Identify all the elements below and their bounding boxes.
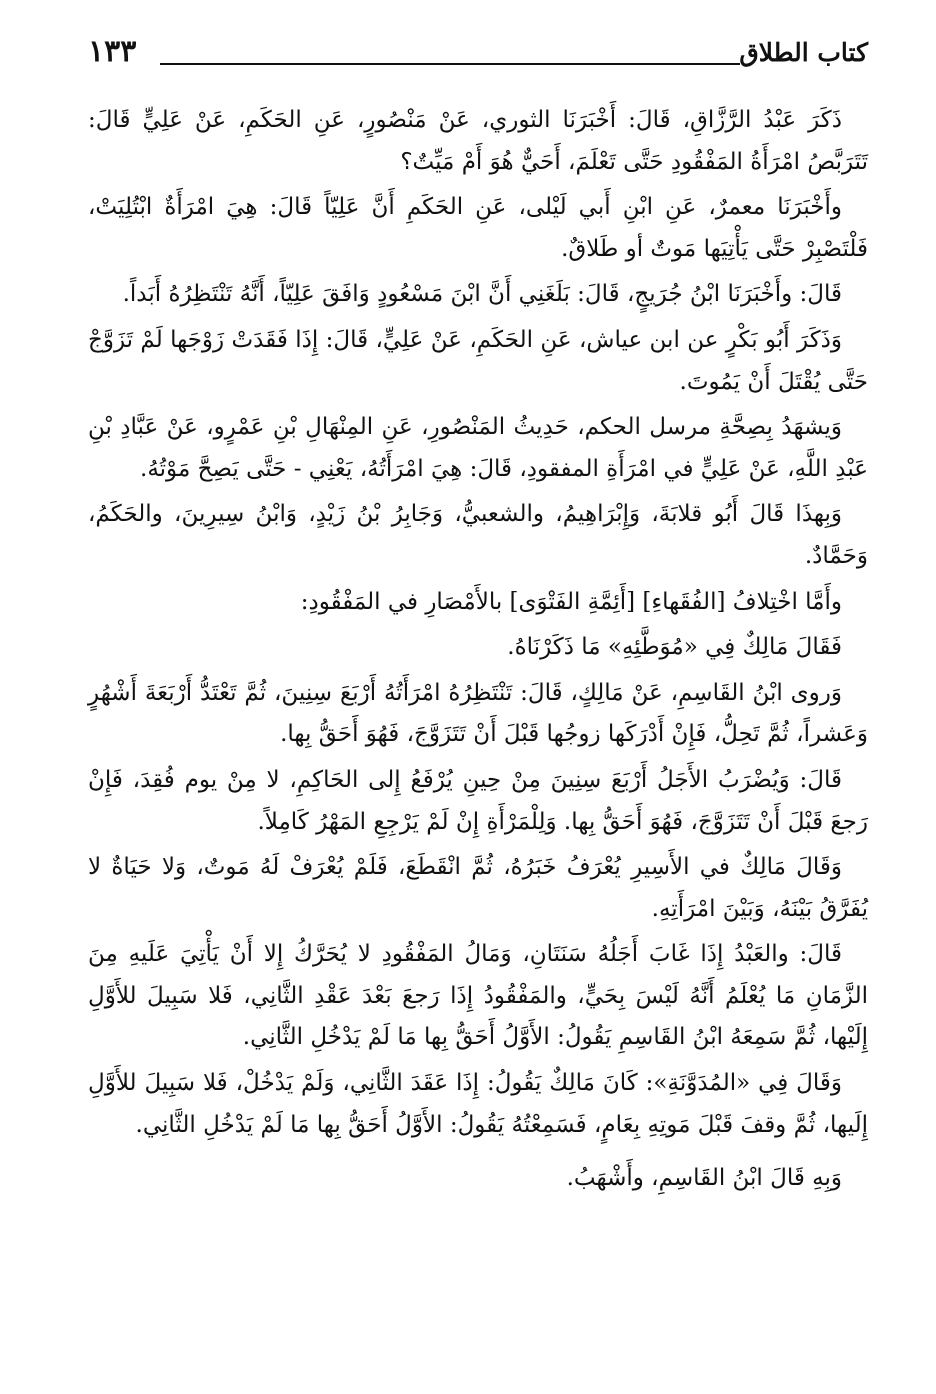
paragraph: فَقَالَ مَالِكٌ فِي «مُوَطَّئِهِ» مَا ذَكَرْنَاهُ. xyxy=(507,634,842,661)
page-body xyxy=(88,100,868,1204)
paragraph: وَيشهَدُ بِصِحَّةِ مرسل الحكم، حَدِيثُ المَنْصُورِ، عَنِ المِنْهَالِ بْنِ عَمْرٍو، عَنْ عَبَّادِ بْنِ عَبْدِ اللَّهِ، عَنْ عَلِيٍّ في امْرَأَةِ المفقودِ، قَالَ: هِيَ امْرَأَتُهُ، يَعْنِي - حَتَّى يَصِحَّ مَوْتُهُ. xyxy=(88,414,868,482)
paragraph: وَقَالَ مَالِكٌ في الأَسِيرِ يُعْرَفُ خَبَرُهُ، ثُمَّ انْقَطَعَ، فَلَمْ يُعْرَفْ لَهُ مَوتٌ، وَلا حَيَاةٌ لا يُفَرَّقُ بَيْنَهُ، وَبَيْنَ امْرَأَتِهِ. xyxy=(88,854,868,922)
header-rule xyxy=(160,63,740,65)
book-title: كتاب الطلاق xyxy=(739,38,868,67)
paragraph: قَالَ: وأَخْبَرَنَا ابْنُ جُرَيجٍ، قَالَ: بَلَغَنِي أَنَّ ابْنَ مَسْعُودٍ وَافَقَ عَلِيّاً، أَنَّهُ تَنْتَظِرُهُ أَبَداً. xyxy=(122,281,842,308)
page-header xyxy=(88,30,868,74)
paragraph: قَالَ: وَيُضْرَبُ الأَجَلُ أَرْبَعَ سِنِينَ مِنْ حِينِ يُرْفَعُ إِلى الحَاكِمِ، لا مِنْ يوم فُقِدَ، فَإِنْ رَجعَ قَبْلَ أَنْ تَتَزَوَّجَ، فَهُوَ أَحَقُّ بِها. وَلِلْمَرْأَةِ إِنْ لَمْ يَرْجِعِ المَهْرُ كَامِلاً. xyxy=(88,766,868,835)
paragraph: ذَكَرَ عَبْدُ الرَّزَّاقِ، قَالَ: أَخْبَرَنَا الثوري، عَنْ مَنْصُورٍ، عَنِ الحَكَمِ، عَنْ عَلِيٍّ قَالَ: تَتَرَبَّصُ امْرَأَةُ المَفْقُودِ حَتَّى تَعْلَمَ، أَحَيٌّ هُوَ أَمْ مَيِّتٌ؟ xyxy=(88,107,868,175)
paragraph: وأَمَّا اخْتِلافُ [الفُقَهاءِ] [أَئِمَّةِ الفَتْوَى] بالأَمْصَارِ في المَفْقُودِ: xyxy=(300,588,842,615)
paragraph: وَروى ابْنُ القَاسِمِ، عَنْ مَالِكٍ، قَالَ: تَنْتَظِرُهُ امْرَأَتُهُ أَرْبَعَ سِنِينَ، ثُمَّ تَعْتَدُّ أَرْبَعَةَ أَشْهُرٍ وَعَشراً، ثُمَّ تَحِلُّ، فَإِنْ أَدْرَكَها زوجُها قَبْلَ أَنْ تَتَزَوَّجَ، فَهُوَ أَحَقُّ بِها. xyxy=(88,679,868,748)
paragraph: قَالَ: والعَبْدُ إِذَا غَابَ أَجَلُهُ سَنَتَانِ، وَمَالُ المَفْقُودِ لا يُحَرَّكُ إِلا أَنْ يَأْتِيَ عَلَيهِ مِنَ الزَّمَانِ مَا يُعْلَمُ أَنَّهُ لَيْسَ بِحَيٍّ، والمَفْقُودُ إِذَا رَجعَ بَعْدَ عَقْدِ الثَّانِي، فَلا سَبِيلَ للأَوَّلِ إِلَيْها، ثُمَّ سَمِعَهُ ابْنُ القَاسِمِ يَقُولُ: الأَوَّلُ أَحَقُّ بِها مَا لَمْ يَدْخُلِ الثَّانِي. xyxy=(88,941,868,1051)
page-number: ١٣٣ xyxy=(88,34,137,69)
paragraph: وَقَالَ فِي «المُدَوَّنَةِ»: كَانَ مَالِكٌ يَقُولُ: إِذَا عَقَدَ الثَّانِي، وَلَمْ يَدْخُلْ، فَلا سَبِيلَ للأَوَّلِ إِلَيها، ثُمَّ وقفَ قَبْلَ مَوتِهِ بِعَامٍ، فَسَمِعْتُهُ يَقُولُ: الأَوَّلُ أَحَقُّ بِها مَا لَمْ يَدْخُلِ الثَّانِي. xyxy=(88,1070,868,1138)
paragraph: وَذَكَرَ أَبُو بَكْرٍ عن ابن عياش، عَنِ الحَكَمِ، عَنْ عَلِيٍّ، قَالَ: إِذَا فَقَدَتْ زَوْجَها لَمْ تَزَوَّجْ حَتَّى يُقْتَلَ أَنْ يَمُوتَ. xyxy=(88,326,868,395)
paragraph: وَبِهِ قَالَ ابْنُ القَاسِمِ، وأَشْهَبُ. xyxy=(566,1165,842,1192)
paragraph: وَبِهذَا قَالَ أَبُو قلابَةَ، وَإِبْرَاهِيمُ، والشعبيُّ، وَجَابِرُ بْنُ زَيْدٍ، وَابْنُ سِيرِينَ، والحَكَمُ، وَحَمَّادٌ. xyxy=(88,501,868,569)
paragraph: وأَخْبَرَنَا معمرٌ، عَنِ ابْنِ أَبي لَيْلى، عَنِ الحَكَمِ أَنَّ عَلِيّاً قَالَ: هِيَ امْرَأَةٌ ابْتُلِيَتْ، فَلْتَصْبِرْ حَتَّى يَأْتِيَها مَوتٌ أو طَلاقٌ. xyxy=(88,194,868,262)
